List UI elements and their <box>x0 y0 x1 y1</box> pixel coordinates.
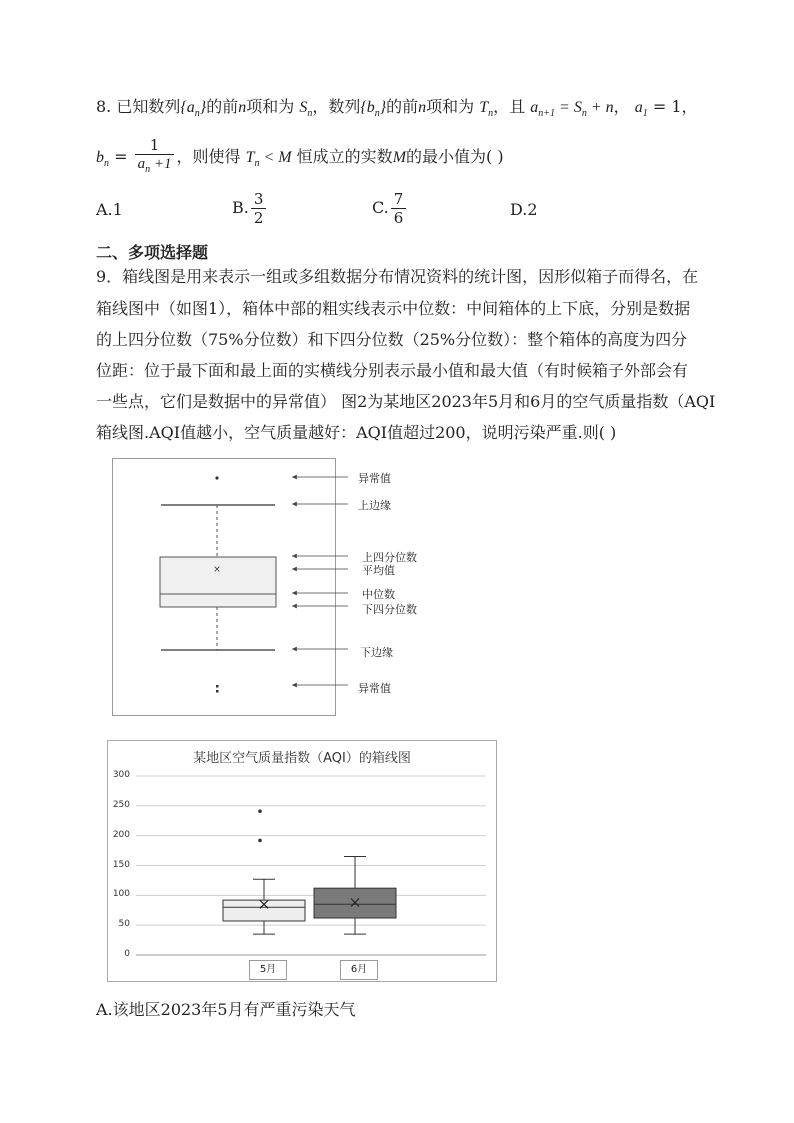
y-tick-label-100: 100 <box>112 889 130 900</box>
label-q3: 上四分位数 <box>362 551 417 564</box>
y-tick-label-250: 250 <box>112 799 130 810</box>
chart-plot-area <box>108 741 496 981</box>
q9-line-3: 的上四分位数（75%分位数）和下四分位数（25%分位数）：整个箱体的高度为四分 <box>96 330 688 349</box>
fig1-outlier-bottom-1 <box>216 685 219 688</box>
q9-line-1: 9．箱线图是用来表示一组或多组数据分布情况资料的统计图，因形似箱子而得名，在 <box>96 267 699 286</box>
chart-title: 某地区空气质量指数（AQI）的箱线图 <box>193 751 411 766</box>
label-mean: 平均值 <box>362 564 395 577</box>
label-median: 中位数 <box>362 588 395 601</box>
label-outlier-top: 异常值 <box>358 472 391 485</box>
fig1-outlier-top <box>215 476 218 479</box>
y-tick-label-300: 300 <box>112 770 130 780</box>
option-d: D.2 <box>510 200 538 219</box>
y-tick-label-50: 50 <box>118 919 130 930</box>
y-tick-label-150: 150 <box>112 859 130 870</box>
option-b: B. $\frac{3}{2}$ <box>232 190 268 227</box>
option-c: C. $\frac{7}{6}$ <box>372 190 408 227</box>
option-a: A.1 <box>96 200 123 219</box>
q8-fraction: $\frac{1}{a_n +1}$ <box>135 136 175 179</box>
fig1-outlier-bottom-2 <box>216 690 219 693</box>
series-1-outlier-2 <box>258 809 262 813</box>
figure-2-aqi-chart <box>107 740 497 982</box>
label-outlier-bottom: 异常值 <box>358 682 391 695</box>
category-label-june: 6月 <box>340 960 378 980</box>
q8-line-1: 8. 已知数列$\{a_n\}$的前n项和为 $S_n$，数列$\{b_n\}$的前n项和为 $T_n$，且 $a_{n+1} = S_n + n$， $a_1 = 1$， <box>96 97 698 119</box>
label-q1: 下四分位数 <box>362 603 417 616</box>
label-lower-whisker: 下边缘 <box>360 646 393 659</box>
section-title: 二、多项选择题 <box>96 243 209 262</box>
q9-line-5: 一些点，它们是数据中的异常值） 图2为某地区2023年5月和6月的空气质量指数（AQI <box>96 392 716 411</box>
q9-line-6: 箱线图.AQI值越小，空气质量越好：AQI值超过200，说明污染严重.则( ) <box>96 423 617 442</box>
series-1-box <box>223 900 305 921</box>
category-label-may: 5月 <box>249 960 287 980</box>
q8-line-2: $b_n$ = $\frac{1}{a_n +1}$ ，则使得 $T_n < M$ 恒成立的实数M的最小值为( ) <box>96 136 504 179</box>
q9-line-4: 位距：位于最下面和最上面的实横线分别表示最小值和最大值（有时候箱子外部会有 <box>96 361 689 380</box>
fig1-mean-marker: × <box>213 565 221 575</box>
q9-line-2: 箱线图中（如图1），箱体中部的粗实线表示中位数：中间箱体的上下底，分别是数据 <box>96 299 691 318</box>
q9-option-a: A.该地区2023年5月有严重污染天气 <box>96 1000 356 1019</box>
label-upper-whisker: 上边缘 <box>358 499 391 512</box>
y-tick-label-200: 200 <box>112 829 130 840</box>
series-1-outlier-1 <box>258 839 262 843</box>
y-tick-label-0: 0 <box>124 949 130 959</box>
